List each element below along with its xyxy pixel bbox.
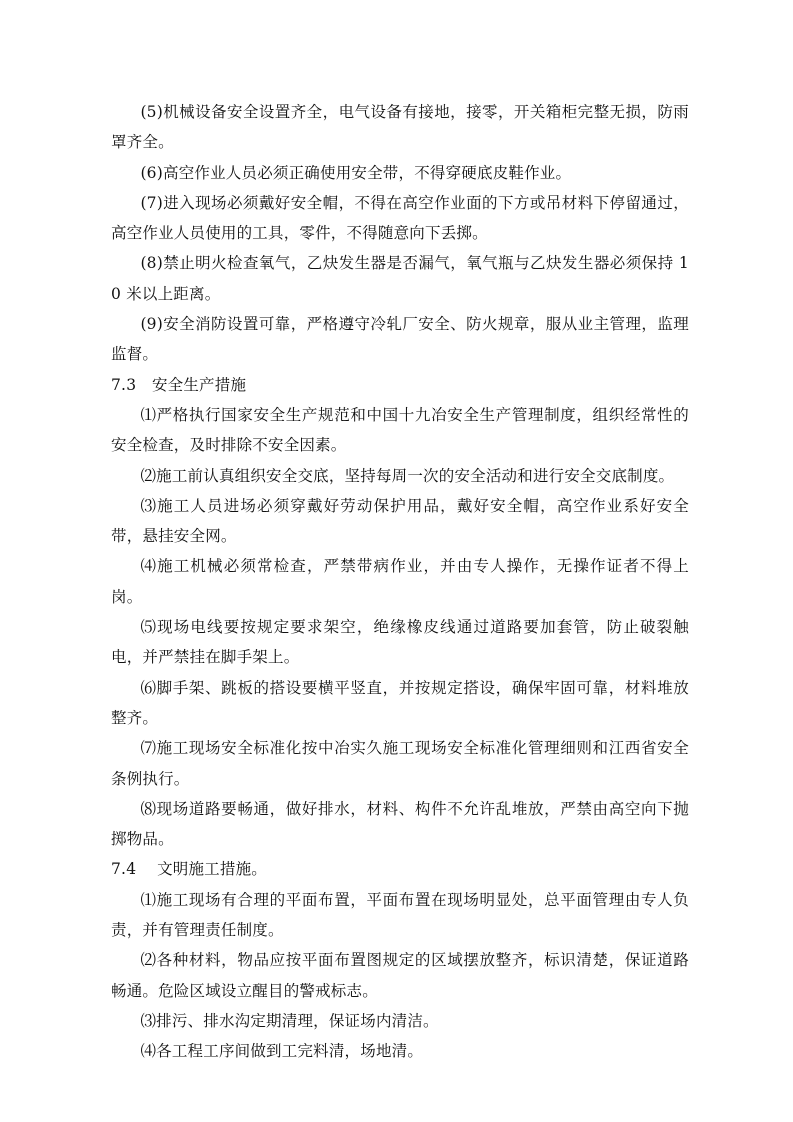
item-8-gas-check: (8)禁止明火检查氧气，乙炔发生器是否漏气，氧气瓶与乙炔发生器必须保持 10 米以上距离。 [111,254,689,303]
safety-measure-8: ⑻现场道路要畅通，做好排水，材料、构件不允许乱堆放，严禁由高空向下抛掷物品。 [111,799,689,849]
civilized-measure-3: ⑶排污、排水沟定期清理，保证场内清洁。 [140,1011,439,1030]
item-5-equipment-safety: (5)机械设备安全设置齐全，电气设备有接地，接零，开关箱柜完整无损，防雨罩齐全。 [111,103,689,152]
section-heading-7-4: 7.4 文明施工措施。 [111,860,267,879]
safety-measure-6: ⑹脚手架、跳板的搭设要横平竖直，并按规定搭设，确保牢固可靠，材料堆放整齐。 [111,678,689,727]
civilized-measure-1: ⑴施工现场有合理的平面布置，平面布置在现场明显处，总平面管理由专人负责，并有管理责任制度。 [111,890,689,940]
item-7-safety-helmet: (7)进入现场必须戴好安全帽，不得在高空作业面的下方或吊材料下停留通过，高空作业人员使用的工具，零件，不得随意向下丢掷。 [111,193,689,243]
safety-measure-3: ⑶施工人员进场必须穿戴好劳动保护用品，戴好安全帽，高空作业系好安全带，悬挂安全网。 [111,496,689,546]
safety-measure-5: ⑸现场电线要按规定要求架空，绝缘橡皮线通过道路要加套管，防止破裂触电，并严禁挂在脚手架上。 [111,618,689,667]
safety-measure-2: ⑵施工前认真组织安全交底，坚持每周一次的安全活动和进行安全交底制度。 [140,466,675,485]
safety-measure-1: ⑴严格执行国家安全生产规范和中国十九冶安全生产管理制度，组织经常性的安全检查，及时排除不安全因素。 [111,405,689,455]
civilized-measure-4: ⑷各工程工序间做到工完料清，场地清。 [140,1042,424,1061]
civilized-measure-2: ⑵各种材料，物品应按平面布置图规定的区域摆放整齐，标识清楚，保证道路畅通。危险区域设立醒目的警戒标志。 [111,951,689,1000]
section-heading-7-3: 7.3 安全生产措施 [111,375,247,394]
document-body [111,97,689,1067]
safety-measure-4: ⑷施工机械必须常检查，严禁带病作业，并由专人操作，无操作证者不得上岗。 [111,557,689,606]
item-9-fire-safety: (9)安全消防设置可靠，严格遵守冷轧厂安全、防火规章，服从业主管理，监理监督。 [111,315,689,364]
safety-measure-7: ⑺施工现场安全标准化按中冶实久施工现场安全标准化管理细则和江西省安全条例执行。 [111,739,689,788]
item-6-safety-belt: (6)高空作业人员必须正确使用安全带，不得穿硬底皮鞋作业。 [140,163,572,182]
